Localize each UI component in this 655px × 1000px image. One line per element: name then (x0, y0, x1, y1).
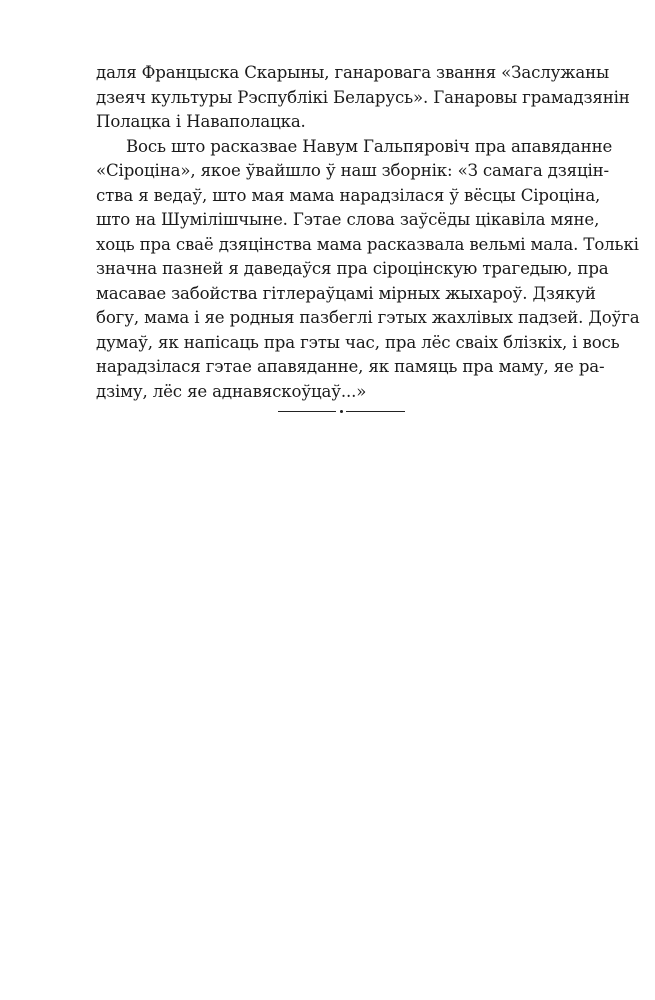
text-line: дзіму, лёс яе аднавяскоўцаў...» (96, 381, 367, 401)
text-line: Полацка і Наваполацка. (96, 112, 306, 131)
text-line: думаў, як напісаць пра гэты час, пра лёс сваіх блізкіх, і вось (96, 332, 620, 352)
text-line: богу, мама і яе родныя пазбеглі гэтых жахлівых падзей. Доўга (96, 308, 640, 327)
text-line: ства я ведаў, што мая мама нарадзілася ў вёсцы Сіроціна, (96, 185, 601, 205)
text-line: «Сіроціна», якое ўвайшло ў наш зборнік: «З самага дзяцін- (96, 161, 610, 180)
divider-rule-right (346, 411, 405, 412)
text-line: Вось што расказвае Навум Гальпяровіч пра апавяданне (126, 136, 613, 156)
paragraph (96, 61, 630, 135)
text-line: масавае забойства гітлераўцамі мірных жыхароў. Дзякуй (96, 283, 596, 303)
body-text (96, 61, 640, 404)
text-line: даля Францыска Скарыны, ганаровага звання «Заслужаны (96, 63, 610, 82)
divider-dot-icon (340, 410, 343, 413)
paragraph (96, 135, 640, 405)
text-line: што на Шумілішчыне. Гэтае слова заўсёды цікавіла мяне, (96, 210, 600, 229)
text-line: дзеяч культуры Рэспублікі Беларусь». Ганаровы грамадзянін (96, 87, 630, 107)
divider-rule-left (278, 411, 336, 412)
text-line: нарадзілася гэтае апавяданне, як памяць пра маму, яе ра- (96, 357, 605, 376)
text-line: значна пазней я даведаўся пра сіроцінскую трагедыю, пра (96, 259, 609, 278)
text-line: хоць пра сваё дзяцінства мама расказвала вельмі мала. Толькі (96, 234, 639, 254)
section-divider (278, 408, 405, 416)
